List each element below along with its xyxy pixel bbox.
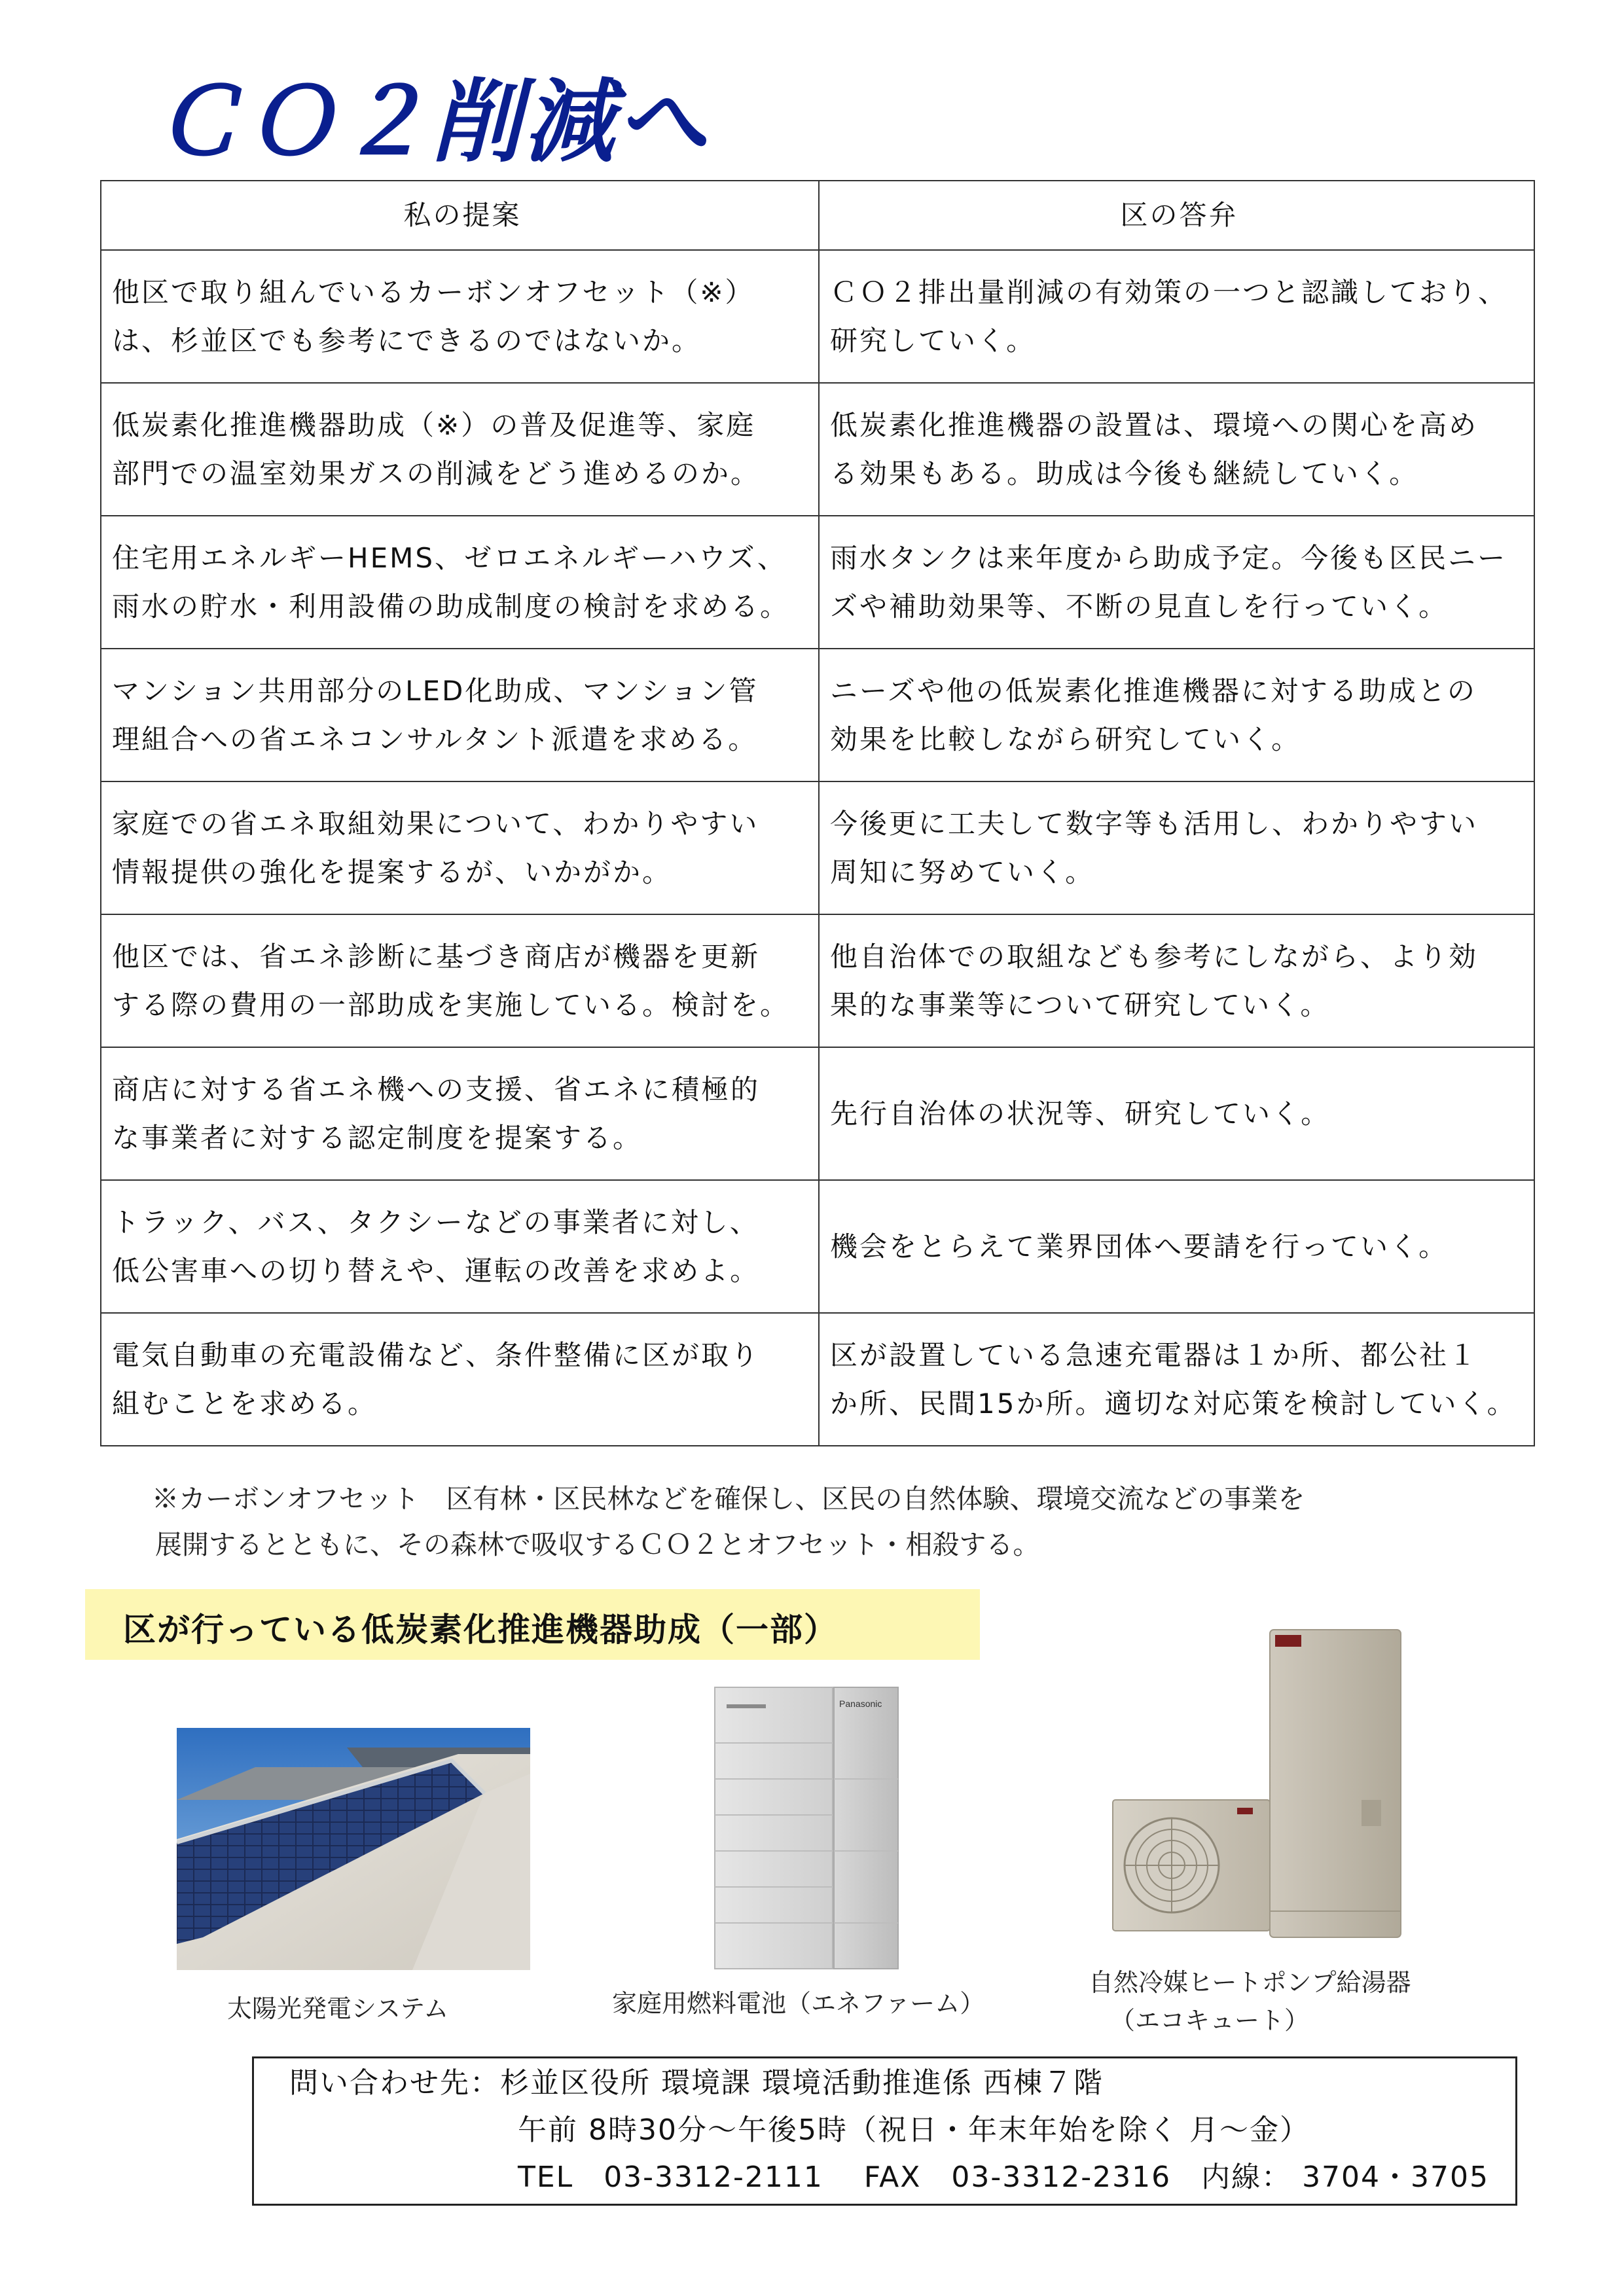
table-row (101, 1313, 1534, 1446)
heat-pump-caption-1: 自然冷媒ヒートポンプ給湯器 (1089, 1968, 1411, 1997)
answer-cell (819, 516, 1534, 649)
proposal-cell-line: 雨水の貯水・利用設備の助成制度の検討を求める。 (112, 590, 790, 622)
proposal-cell (101, 250, 819, 383)
proposal-cell-line: する際の費用の一部助成を実施している。検討を。 (112, 988, 790, 1021)
table-row (101, 1047, 1534, 1180)
proposal-cell-line: 情報提供の強化を提案するが、いかがか。 (112, 855, 672, 888)
proposal-cell-line: 家庭での省エネ取組効果について、わかりやすい (112, 807, 759, 840)
contact-line-2: 午前 8時30分～午後5時（祝日・年末年始を除く 月～金） (518, 2113, 1310, 2147)
table-row (101, 1180, 1534, 1313)
proposal-cell-line: 電気自動車の充電設備など、条件整備に区が取り (112, 1338, 761, 1371)
answer-cell-line: 雨水タンクは来年度から助成予定。今後も区民ニー (830, 541, 1507, 574)
answer-cell-line: 機会をとらえて業界団体へ要請を行っていく。 (830, 1230, 1449, 1263)
solar-panel-image (177, 1728, 530, 1970)
answer-cell-line: 先行自治体の状況等、研究していく。 (830, 1097, 1331, 1130)
table-row (101, 383, 1534, 516)
answer-cell-line: る効果もある。助成は今後も継続していく。 (830, 457, 1419, 490)
header-proposal: 私の提案 (101, 181, 819, 250)
answer-cell (819, 383, 1534, 516)
contact-line-3: TEL 03-3312-2111 FAX 03-3312-2316 内線： 3704・3705 (518, 2161, 1490, 2194)
answer-cell-line: 効果を比較しながら研究していく。 (830, 723, 1301, 755)
answer-cell-line: か所、民間15か所。適切な対応策を検討していく。 (830, 1387, 1517, 1420)
page-title: ＣＯ２削減へ (152, 69, 710, 175)
proposal-answer-table (100, 180, 1535, 1446)
answer-cell-line: ＣＯ２排出量削減の有効策の一つと認識しており、 (830, 276, 1508, 308)
proposal-cell-line: 住宅用エネルギーHEMS、ゼロエネルギーハウズ、 (112, 541, 787, 574)
answer-cell (819, 914, 1534, 1047)
fuel-cell-image (708, 1681, 905, 1982)
section-heading: 区が行っている低炭素化推進機器助成（一部） (123, 1611, 838, 1649)
table-header-row (101, 181, 1534, 250)
table-row (101, 649, 1534, 781)
table-row (101, 781, 1534, 914)
proposal-cell (101, 1313, 819, 1446)
proposal-cell-line: は、杉並区でも参考にできるのではないか。 (112, 324, 702, 357)
footnote-line-1: ※カーボンオフセット 区有林・区民林などを確保し、区民の自然体験、環境交流などの事業を (152, 1483, 1305, 1515)
heat-pump-caption-2: （エコキュート） (1110, 2006, 1310, 2035)
proposal-cell (101, 516, 819, 649)
answer-cell (819, 1313, 1534, 1446)
table-row (101, 914, 1534, 1047)
fuel-cell-brand: Panasonic (839, 1698, 882, 1709)
proposal-cell (101, 1180, 819, 1313)
proposal-cell-line: 低公害車への切り替えや、運転の改善を求めよ。 (112, 1254, 760, 1287)
answer-cell (819, 1047, 1534, 1180)
proposal-cell-line: 他区で取り組んでいるカーボンオフセット（※） (112, 276, 755, 308)
proposal-cell (101, 914, 819, 1047)
answer-cell-line: 低炭素化推進機器の設置は、環境への関心を高め (830, 408, 1479, 441)
proposal-cell (101, 649, 819, 781)
proposal-cell (101, 781, 819, 914)
solar-caption: 太陽光発電システム (227, 1994, 449, 2023)
proposal-cell-line: マンション共用部分のLED化助成、マンション管 (112, 674, 759, 707)
table-row (101, 516, 1534, 649)
fuel-cell-caption: 家庭用燃料電池（エネファーム） (612, 1989, 985, 2018)
footnote-line-2: 展開するとともに、その森林で吸収するＣＯ２とオフセット・相殺する。 (155, 1529, 1040, 1560)
heat-pump-image (1106, 1623, 1414, 1950)
table-row (101, 250, 1534, 383)
answer-cell-line: ズや補助効果等、不断の見直しを行っていく。 (830, 590, 1449, 622)
proposal-cell-line: 低炭素化推進機器助成（※）の普及促進等、家庭 (112, 408, 756, 441)
answer-cell-line: 周知に努めていく。 (830, 855, 1095, 888)
answer-cell (819, 1180, 1534, 1313)
footnote (152, 1476, 1526, 1568)
answer-cell-line: 果的な事業等について研究していく。 (830, 988, 1330, 1021)
answer-cell-line: 今後更に工夫して数字等も活用し、わかりやすい (830, 807, 1479, 840)
proposal-cell-line: トラック、バス、タクシーなどの事業者に対し、 (112, 1206, 759, 1238)
contact-box (252, 2056, 1517, 2206)
answer-cell-line: 研究していく。 (830, 324, 1036, 357)
answer-cell-line: 区が設置している急速充電器は１か所、都公社１ (830, 1338, 1479, 1371)
proposal-cell-line: 商店に対する省エネ機への支援、省エネに積極的 (112, 1073, 761, 1105)
proposal-cell-line: 他区では、省エネ診断に基づき商店が機器を更新 (112, 940, 761, 973)
proposal-cell-line: 組むことを求める。 (112, 1387, 378, 1420)
proposal-cell-line: な事業者に対する認定制度を提案する。 (112, 1121, 643, 1154)
section-heading-band (85, 1589, 980, 1660)
contact-line-1: 問い合わせ先：杉並区役所 環境課 環境活動推進係 西棟７階 (289, 2066, 1104, 2100)
answer-cell (819, 250, 1534, 383)
answer-cell (819, 781, 1534, 914)
proposal-cell-line: 理組合への省エネコンサルタント派遣を求める。 (112, 723, 758, 755)
answer-cell (819, 649, 1534, 781)
answer-cell-line: ニーズや他の低炭素化推進機器に対する助成との (830, 674, 1477, 707)
answer-cell-line: 他自治体での取組なども参考にしながら、より効 (830, 940, 1479, 973)
proposal-cell (101, 383, 819, 516)
proposal-cell (101, 1047, 819, 1180)
proposal-cell-line: 部門での温室効果ガスの削減をどう進めるのか。 (112, 457, 761, 490)
header-answer: 区の答弁 (819, 181, 1534, 250)
